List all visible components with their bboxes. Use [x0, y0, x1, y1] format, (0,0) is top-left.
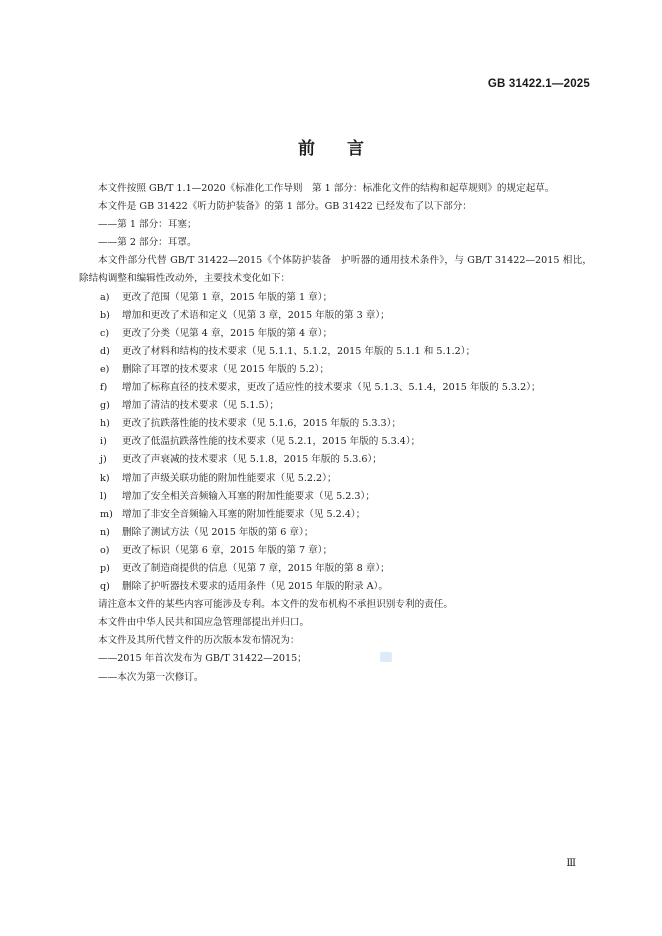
change-text: 删除了耳罩的技术要求（见 2015 年版的 5.2）； [122, 363, 330, 375]
change-text: 更改了抗跌落性能的技术要求（见 5.1.6，2015 年版的 5.3.3）； [122, 418, 402, 430]
change-marker: a) [100, 291, 110, 303]
change-item [79, 415, 592, 433]
change-marker: e) [100, 363, 110, 375]
change-marker: f) [100, 382, 108, 394]
change-text: 更改了声衰减的技术要求（见 5.1.8，2015 年版的 5.3.6）； [122, 454, 382, 466]
change-marker: i) [100, 436, 107, 448]
change-item [79, 488, 592, 506]
paragraph-history-intro: 本文件及其所代替文件的历次版本发布情况为： [98, 635, 300, 647]
paragraph-replacement: 本文件部分代替 GB/T 31422—2015《个体防护装备 护听器的通用技术条件》，与 GB/T 31422—2015 相比，除结构调整和编辑性改动外，主要技术变化如下： [79, 255, 592, 285]
history-item: ——2015 年首次发布为 GB/T 31422—2015； [98, 653, 307, 665]
changes-list [79, 289, 592, 597]
change-marker: g) [100, 400, 110, 412]
change-item [79, 470, 592, 488]
change-item [79, 343, 592, 361]
change-text: 增加了标称直径的技术要求，更改了适应性的技术要求（见 5.1.3、5.1.4，2015 年版的 5.3.2）； [122, 382, 541, 394]
part-list-item: ——第 1 部分：耳塞； [98, 219, 197, 231]
change-text: 更改了制造商提供的信息（见第 7 章，2015 年版的第 8 章）； [122, 562, 390, 574]
change-text: 更改了低温抗跌落性能的技术要求（见 5.2.1，2015 年版的 5.3.4）； [122, 436, 421, 448]
change-marker: p) [100, 562, 110, 574]
watermark-mark [380, 652, 392, 662]
page-title [0, 134, 662, 159]
page-number: Ⅲ [566, 858, 576, 869]
change-text: 增加了声级关联功能的附加性能要求（见 5.2.2）； [122, 472, 337, 484]
title-char-1: 前 [298, 139, 315, 159]
change-item [79, 433, 592, 451]
change-marker: b) [100, 309, 110, 321]
change-item [79, 542, 592, 560]
change-text: 增加了安全相关音频输入耳塞的附加性能要求（见 5.2.3）； [122, 490, 375, 502]
paragraph-patent-notice: 请注意本文件的某些内容可能涉及专利。本文件的发布机构不承担识别专利的责任。 [98, 599, 453, 611]
change-marker: j) [100, 454, 107, 466]
standard-code: GB 31422.1—2025 [487, 78, 590, 90]
change-text: 增加了清洁的技术要求（见 5.1.5）； [122, 400, 279, 412]
change-text: 增加了非安全音频输入耳塞的附加性能要求（见 5.2.4）； [122, 508, 366, 520]
change-marker: k) [100, 472, 110, 484]
change-marker: d) [100, 345, 110, 357]
change-text: 更改了材料和结构的技术要求（见 5.1.1、5.1.2，2015 年版的 5.1.1 和 5.1.2）； [122, 345, 476, 357]
change-item [79, 397, 592, 415]
history-item: ——本次为第一次修订。 [98, 671, 204, 683]
change-text: 增加和更改了术语和定义（见第 3 章，2015 年版的第 3 章）； [122, 309, 390, 321]
change-text: 删除了护听器技术要求的适用条件（见 2015 年版的附录 A）。 [122, 581, 388, 593]
change-item [79, 325, 592, 343]
change-item [79, 289, 592, 307]
change-item [79, 361, 592, 379]
change-marker: m) [100, 508, 113, 520]
foreword-body [79, 180, 592, 687]
paragraph-proposer: 本文件由中华人民共和国应急管理部提出并归口。 [98, 617, 310, 629]
change-item [79, 451, 592, 469]
change-marker: c) [100, 327, 110, 339]
change-marker: o) [100, 544, 110, 556]
change-item [79, 506, 592, 524]
change-marker: q) [100, 581, 110, 593]
change-text: 更改了范围（见第 1 章，2015 年版的第 1 章）； [122, 291, 333, 303]
change-item [79, 560, 592, 578]
change-item [79, 379, 592, 397]
change-marker: h) [100, 418, 110, 430]
change-marker: n) [100, 526, 110, 538]
part-list-item: ——第 2 部分：耳罩。 [98, 237, 197, 249]
change-item [79, 524, 592, 542]
change-marker: l) [100, 490, 107, 502]
paragraph-drafting-rules: 本文件按照 GB/T 1.1—2020《标准化工作导则 第 1 部分：标准化文件的结构和起草规则》的规定起草。 [98, 183, 555, 194]
change-text: 删除了测试方法（见 2015 年版的第 6 章）； [122, 526, 314, 538]
change-text: 更改了标识（见第 6 章，2015 年版的第 7 章）； [122, 544, 333, 556]
title-char-2: 言 [347, 139, 364, 159]
change-item [79, 578, 592, 596]
change-text: 更改了分类（见第 4 章，2015 年版的第 4 章）； [122, 327, 333, 339]
change-item [79, 307, 592, 325]
paragraph-series-info: 本文件是 GB 31422《听力防护装备》的第 1 部分。GB 31422 已经发布了以下部分： [98, 201, 472, 213]
